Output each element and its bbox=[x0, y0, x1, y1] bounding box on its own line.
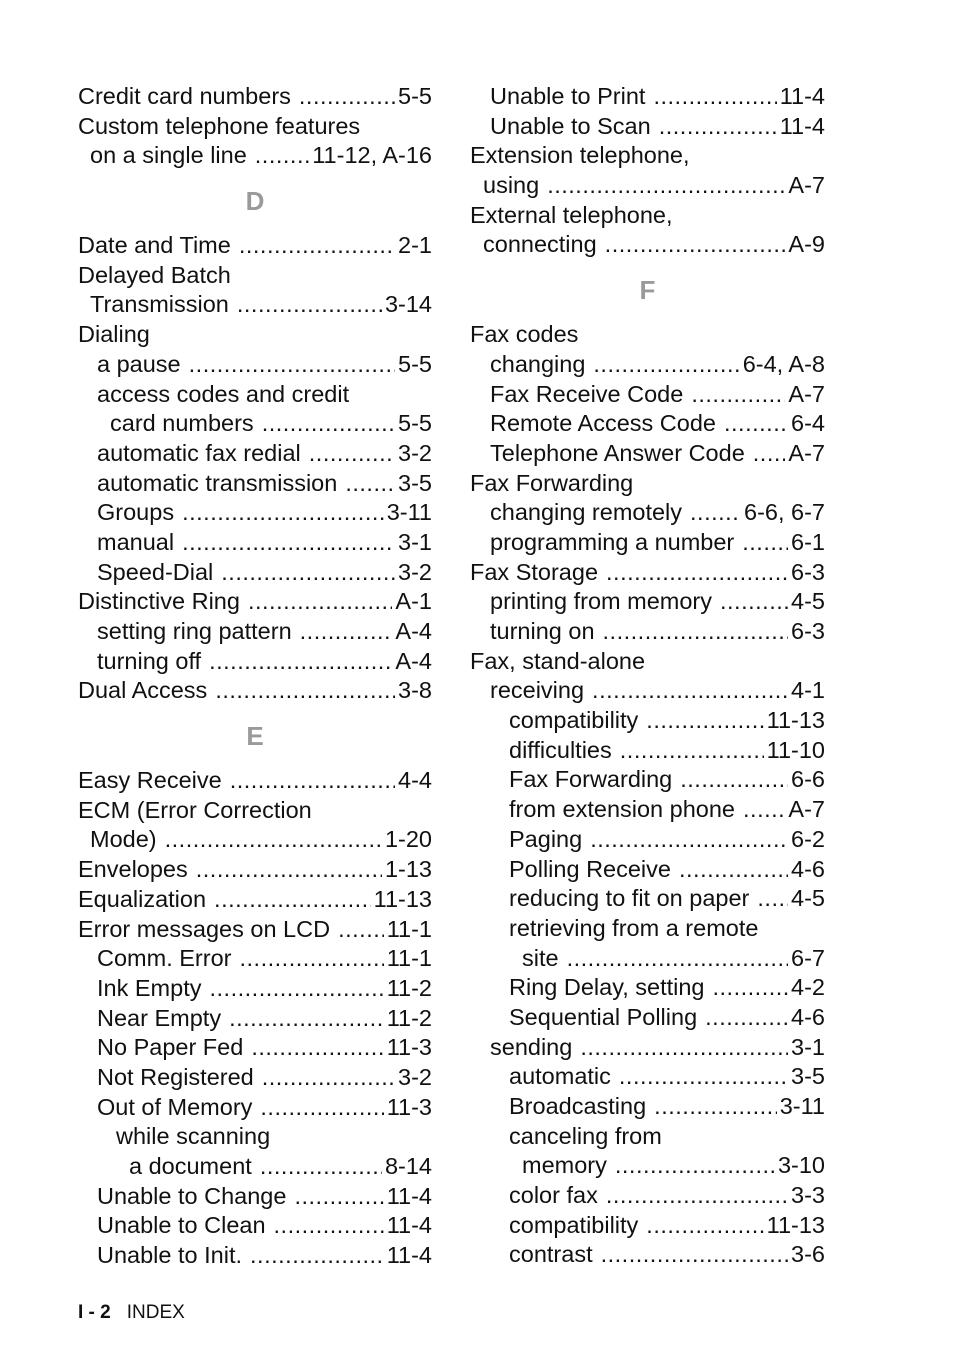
dot-leader bbox=[189, 350, 395, 380]
index-page-ref: 4-6 bbox=[791, 855, 825, 882]
section-letter-heading: D bbox=[245, 186, 265, 217]
page-footer bbox=[78, 1298, 185, 1328]
index-entry-text: turning on bbox=[490, 618, 595, 644]
index-entry bbox=[470, 498, 825, 528]
index-entry-text: changing bbox=[490, 350, 586, 377]
dot-leader bbox=[690, 498, 741, 528]
index-entry-text: card numbers bbox=[110, 410, 254, 437]
index-page-ref: 3-6 bbox=[791, 1241, 825, 1268]
index-entry bbox=[78, 1033, 432, 1063]
index-entry-text: Fax Storage bbox=[470, 558, 599, 585]
index-page-ref: 11-13 bbox=[766, 707, 825, 734]
index-entry bbox=[78, 1063, 432, 1093]
index-heading bbox=[470, 141, 825, 171]
dot-leader bbox=[606, 1181, 788, 1211]
index-heading bbox=[470, 914, 825, 944]
index-page-ref: 11-10 bbox=[766, 736, 825, 763]
index-entry bbox=[78, 915, 432, 945]
index-entry-text: Date and Time bbox=[78, 232, 231, 259]
index-page-ref: 11-4 bbox=[386, 1242, 432, 1269]
index-entry bbox=[470, 1062, 825, 1092]
dot-leader bbox=[209, 647, 392, 677]
index-page-ref: 2-1 bbox=[398, 232, 432, 259]
dot-leader bbox=[646, 706, 763, 736]
index-entry-text: Unable to Scan bbox=[490, 112, 651, 139]
dot-leader bbox=[248, 587, 392, 617]
index-entry bbox=[78, 439, 432, 469]
index-entry-text: retrieving from a remote bbox=[509, 914, 759, 941]
index-entry-text: changing remotely bbox=[490, 499, 683, 526]
index-page-ref: 11-4 bbox=[386, 1182, 432, 1209]
dot-leader bbox=[294, 1182, 383, 1212]
index-entry bbox=[78, 409, 432, 439]
index-page-ref: 11-4 bbox=[779, 112, 825, 139]
index-entry-text: canceling from bbox=[509, 1122, 662, 1149]
dot-leader bbox=[659, 112, 777, 142]
section-letter-heading: E bbox=[246, 721, 264, 752]
dot-leader bbox=[580, 1033, 788, 1063]
index-entry-text: Ink Empty bbox=[97, 974, 202, 1001]
index-entry-text: on a single line bbox=[90, 142, 247, 169]
index-entry bbox=[470, 1033, 825, 1063]
index-entry-text: Dual Access bbox=[78, 677, 208, 704]
index-page-ref: 3-11 bbox=[386, 499, 432, 526]
index-entry-text: turning off bbox=[97, 647, 202, 674]
index-page-ref: 11-1 bbox=[386, 945, 432, 972]
index-column-right bbox=[470, 82, 825, 1270]
index-page-ref: 3-5 bbox=[398, 469, 432, 496]
index-page-ref: 11-13 bbox=[373, 885, 432, 912]
footer-section-title: INDEX bbox=[126, 1302, 185, 1323]
dot-leader bbox=[182, 528, 395, 558]
index-entry bbox=[470, 676, 825, 706]
index-entry bbox=[78, 498, 432, 528]
dot-leader bbox=[679, 855, 788, 885]
index-entry-text: Extension telephone, bbox=[470, 142, 690, 169]
index-page-ref: 11-3 bbox=[386, 1093, 432, 1120]
index-page-ref: 6-2 bbox=[791, 825, 825, 852]
dot-leader bbox=[680, 765, 788, 795]
dot-leader bbox=[300, 617, 393, 647]
index-page-ref: 11-12, A-16 bbox=[312, 142, 432, 169]
index-entry-text: Broadcasting bbox=[509, 1093, 647, 1119]
index-entry-text: Distinctive Ring bbox=[78, 588, 240, 615]
index-entry-text: Near Empty bbox=[97, 1004, 222, 1031]
dot-leader bbox=[221, 558, 395, 588]
index-entry bbox=[470, 350, 825, 380]
index-entry-text: automatic bbox=[509, 1063, 611, 1090]
index-entry-text: automatic fax redial bbox=[97, 439, 301, 466]
index-entry-text: using bbox=[483, 172, 540, 199]
index-entry bbox=[78, 469, 432, 499]
dot-leader bbox=[593, 350, 739, 380]
index-page-ref: 4-6 bbox=[791, 1003, 825, 1030]
dot-leader bbox=[262, 1063, 395, 1093]
index-page-ref: A-7 bbox=[788, 172, 825, 199]
index-entry bbox=[470, 825, 825, 855]
dot-leader bbox=[165, 825, 382, 855]
dot-leader bbox=[255, 141, 309, 171]
index-entry bbox=[470, 855, 825, 885]
index-entry bbox=[470, 973, 825, 1003]
index-entry-text: Envelopes bbox=[78, 856, 188, 883]
index-page-ref: 11-4 bbox=[779, 83, 825, 109]
index-page-ref: 3-2 bbox=[398, 439, 432, 466]
index-entry bbox=[470, 82, 825, 112]
dot-leader bbox=[691, 380, 785, 410]
index-page-ref: 8-14 bbox=[384, 1153, 432, 1179]
dot-leader bbox=[251, 1033, 383, 1063]
dot-leader bbox=[260, 1093, 383, 1123]
index-entry-text: Fax codes bbox=[470, 321, 579, 348]
index-page-ref: 6-3 bbox=[791, 558, 825, 585]
index-page-ref: 1-20 bbox=[384, 826, 432, 853]
index-page-ref: 4-5 bbox=[791, 588, 825, 615]
dot-leader bbox=[338, 915, 384, 945]
index-entry-text: ECM (Error Correction bbox=[78, 796, 312, 823]
index-entry-text: Dialing bbox=[78, 321, 150, 348]
index-entry-text: contrast bbox=[509, 1241, 593, 1268]
index-entry bbox=[470, 587, 825, 617]
dot-leader bbox=[590, 825, 788, 855]
dot-leader bbox=[239, 231, 395, 261]
dot-leader bbox=[274, 1211, 384, 1241]
index-entry bbox=[78, 528, 432, 558]
dot-leader bbox=[603, 617, 789, 647]
index-entry bbox=[470, 884, 825, 914]
dot-leader bbox=[757, 884, 788, 914]
index-entry bbox=[78, 855, 432, 885]
index-entry bbox=[78, 558, 432, 588]
index-entry-text: compatibility bbox=[509, 1211, 639, 1238]
dot-leader bbox=[260, 1152, 382, 1182]
dot-leader bbox=[299, 82, 395, 112]
index-page-ref: 3-8 bbox=[398, 677, 432, 704]
index-heading bbox=[470, 320, 825, 350]
index-entry-text: color fax bbox=[509, 1182, 598, 1209]
index-entry bbox=[78, 1152, 432, 1182]
index-entry-text: receiving bbox=[490, 677, 585, 704]
index-entry-text: Unable to Print bbox=[490, 83, 646, 109]
index-page-ref: 6-1 bbox=[791, 528, 825, 555]
index-entry bbox=[470, 1240, 825, 1270]
index-entry-text: Transmission bbox=[90, 291, 229, 318]
index-page-ref: A-1 bbox=[395, 588, 432, 615]
index-entry-text: Paging bbox=[509, 825, 583, 852]
dot-leader bbox=[214, 885, 371, 915]
index-entry-text: site bbox=[522, 944, 559, 971]
index-page-ref: 11-2 bbox=[386, 1004, 432, 1031]
dot-leader bbox=[606, 558, 788, 588]
index-page-ref: 5-5 bbox=[398, 410, 432, 437]
dot-leader bbox=[182, 498, 384, 528]
dot-leader bbox=[724, 409, 788, 439]
index-entry-text: Credit card numbers bbox=[78, 83, 291, 109]
index-page-ref: 3-2 bbox=[398, 1063, 432, 1090]
index-entry-text: Remote Access Code bbox=[490, 410, 716, 437]
index-page-ref: 1-13 bbox=[384, 856, 432, 883]
section-letter-heading: F bbox=[639, 275, 656, 306]
index-entry-text: sending bbox=[490, 1033, 573, 1060]
index-entry-text: compatibility bbox=[509, 707, 639, 734]
index-entry bbox=[470, 528, 825, 558]
index-heading bbox=[470, 1122, 825, 1152]
index-page-ref: 3-11 bbox=[779, 1093, 825, 1119]
dot-leader bbox=[646, 1211, 763, 1241]
index-entry bbox=[470, 380, 825, 410]
index-entry-text: Unable to Change bbox=[97, 1182, 287, 1209]
dot-leader bbox=[229, 1004, 384, 1034]
dot-leader bbox=[753, 439, 786, 469]
index-entry-text: Groups bbox=[97, 499, 175, 526]
index-page-ref: 6-6, 6-7 bbox=[744, 499, 825, 526]
dot-leader bbox=[601, 1240, 788, 1270]
index-entry bbox=[470, 171, 825, 201]
index-entry-text: Fax, stand-alone bbox=[470, 647, 646, 674]
index-entry bbox=[470, 1211, 825, 1241]
index-entry-text: Speed-Dial bbox=[97, 558, 214, 585]
dot-leader bbox=[615, 1151, 775, 1181]
index-page-ref: 11-1 bbox=[386, 915, 432, 942]
index-entry-text: difficulties bbox=[509, 736, 612, 763]
index-page-ref: 11-13 bbox=[766, 1211, 825, 1238]
dot-leader bbox=[654, 1092, 777, 1122]
index-entry-text: Unable to Init. bbox=[97, 1242, 243, 1269]
index-page-ref: 6-3 bbox=[791, 618, 825, 644]
index-entry bbox=[470, 1151, 825, 1181]
index-entry-text: connecting bbox=[483, 231, 597, 258]
index-heading bbox=[78, 380, 432, 410]
index-page-ref: A-4 bbox=[395, 647, 432, 674]
index-entry-text: Delayed Batch bbox=[78, 261, 231, 288]
dot-leader bbox=[653, 82, 776, 112]
dot-leader bbox=[250, 1241, 384, 1271]
index-entry bbox=[78, 944, 432, 974]
index-entry bbox=[78, 676, 432, 706]
dot-leader bbox=[605, 230, 786, 260]
index-page-ref: A-9 bbox=[788, 231, 825, 258]
index-entry-text: printing from memory bbox=[490, 588, 712, 615]
index-entry bbox=[470, 617, 825, 647]
index-entry-text: Fax Forwarding bbox=[470, 469, 634, 496]
index-entry bbox=[78, 617, 432, 647]
index-entry-text: a pause bbox=[97, 350, 181, 377]
index-page-ref: 3-5 bbox=[791, 1063, 825, 1090]
index-entry-text: Not Registered bbox=[97, 1063, 254, 1090]
dot-leader bbox=[705, 1003, 788, 1033]
index-entry-text: reducing to fit on paper bbox=[509, 885, 750, 912]
index-entry-text: Fax Receive Code bbox=[490, 380, 684, 407]
index-entry bbox=[78, 290, 432, 320]
index-entry bbox=[470, 230, 825, 260]
index-entry-text: manual bbox=[97, 528, 175, 555]
index-column-left bbox=[78, 82, 432, 1271]
index-entry bbox=[78, 766, 432, 796]
index-page-ref: A-7 bbox=[788, 796, 825, 823]
index-page-ref: 3-2 bbox=[398, 558, 432, 585]
index-entry bbox=[470, 795, 825, 825]
index-entry bbox=[470, 944, 825, 974]
index-entry-text: Unable to Clean bbox=[97, 1212, 266, 1239]
index-entry bbox=[78, 141, 432, 171]
index-entry-text: No Paper Fed bbox=[97, 1034, 244, 1061]
index-entry-text: programming a number bbox=[490, 528, 735, 555]
footer-page-number: I - 2 bbox=[78, 1302, 111, 1323]
index-heading bbox=[470, 647, 825, 677]
index-entry-text: Telephone Answer Code bbox=[490, 439, 745, 466]
index-entry bbox=[78, 825, 432, 855]
dot-leader bbox=[215, 676, 395, 706]
index-page-ref: 5-5 bbox=[398, 350, 432, 377]
index-page-ref: 6-7 bbox=[791, 944, 825, 971]
dot-leader bbox=[592, 676, 788, 706]
index-entry bbox=[470, 765, 825, 795]
dot-leader bbox=[619, 1062, 788, 1092]
index-page-ref: 6-6 bbox=[791, 766, 825, 793]
index-entry bbox=[78, 350, 432, 380]
dot-leader bbox=[620, 736, 764, 766]
index-entry bbox=[78, 1241, 432, 1271]
index-heading bbox=[470, 469, 825, 499]
index-entry-text: Easy Receive bbox=[78, 767, 222, 794]
index-entry bbox=[78, 82, 432, 112]
index-entry bbox=[78, 231, 432, 261]
dot-leader bbox=[309, 439, 395, 469]
index-heading bbox=[78, 112, 432, 142]
index-entry bbox=[470, 558, 825, 588]
index-entry bbox=[78, 1211, 432, 1241]
index-entry bbox=[470, 409, 825, 439]
index-page-ref: 4-1 bbox=[791, 677, 825, 704]
index-entry-text: Ring Delay, setting bbox=[509, 974, 705, 1001]
dot-leader bbox=[239, 944, 383, 974]
index-heading bbox=[78, 1122, 432, 1152]
index-page-ref: 3-3 bbox=[791, 1182, 825, 1209]
dot-leader bbox=[345, 469, 395, 499]
index-entry-text: a document bbox=[129, 1153, 252, 1179]
index-page-ref: A-7 bbox=[788, 380, 825, 407]
index-entry-text: from extension phone bbox=[509, 796, 736, 823]
index-page-ref: 11-3 bbox=[386, 1034, 432, 1061]
index-entry-text: while scanning bbox=[116, 1123, 271, 1150]
index-entry-text: Out of Memory bbox=[97, 1093, 253, 1120]
dot-leader bbox=[713, 973, 789, 1003]
index-entry-text: memory bbox=[522, 1152, 607, 1179]
dot-leader bbox=[742, 528, 788, 558]
index-entry-text: External telephone, bbox=[470, 201, 673, 228]
dot-leader bbox=[230, 766, 395, 796]
index-entry bbox=[78, 974, 432, 1004]
dot-leader bbox=[743, 795, 785, 825]
index-entry bbox=[78, 1093, 432, 1123]
index-page-ref: 3-1 bbox=[791, 1033, 825, 1060]
index-entry-text: Mode) bbox=[90, 826, 157, 853]
index-page-ref: 6-4, A-8 bbox=[742, 350, 825, 377]
index-entry bbox=[470, 1181, 825, 1211]
index-entry bbox=[470, 112, 825, 142]
dot-leader bbox=[262, 409, 395, 439]
index-page-ref: 11-2 bbox=[386, 974, 432, 1001]
index-page-ref: 4-2 bbox=[791, 974, 825, 1001]
index-page-ref: 4-5 bbox=[791, 885, 825, 912]
index-entry-text: Comm. Error bbox=[97, 945, 232, 972]
index-heading bbox=[78, 261, 432, 291]
index-entry-text: Sequential Polling bbox=[509, 1003, 698, 1030]
index-entry bbox=[78, 1004, 432, 1034]
index-entry bbox=[78, 1182, 432, 1212]
index-heading bbox=[470, 201, 825, 231]
index-entry bbox=[470, 439, 825, 469]
index-entry-text: Custom telephone features bbox=[78, 112, 361, 139]
index-heading bbox=[78, 320, 432, 350]
index-page-ref: 3-1 bbox=[398, 528, 432, 555]
dot-leader bbox=[720, 587, 788, 617]
dot-leader bbox=[237, 290, 382, 320]
index-entry-text: Error messages on LCD bbox=[78, 915, 331, 942]
index-entry-text: setting ring pattern bbox=[97, 618, 292, 644]
index-entry-text: Polling Receive bbox=[509, 855, 671, 882]
index-page-ref: 3-10 bbox=[777, 1152, 825, 1179]
index-entry bbox=[470, 736, 825, 766]
index-page-ref: 3-14 bbox=[384, 291, 432, 318]
index-entry-text: Fax Forwarding bbox=[509, 766, 673, 793]
index-entry bbox=[470, 1092, 825, 1122]
index-page-ref: 5-5 bbox=[398, 83, 432, 109]
index-heading bbox=[78, 796, 432, 826]
index-entry bbox=[470, 706, 825, 736]
index-entry bbox=[78, 885, 432, 915]
index-entry-text: automatic transmission bbox=[97, 469, 338, 496]
index-entry bbox=[470, 1003, 825, 1033]
dot-leader bbox=[567, 944, 788, 974]
index-page-ref: A-4 bbox=[395, 618, 432, 644]
index-entry-text: access codes and credit bbox=[97, 380, 350, 407]
index-entry bbox=[78, 587, 432, 617]
index-page-ref: 6-4 bbox=[791, 410, 825, 437]
index-page-ref: 4-4 bbox=[398, 767, 432, 794]
dot-leader bbox=[196, 855, 382, 885]
index-entry bbox=[78, 647, 432, 677]
index-page-ref: 11-4 bbox=[386, 1212, 432, 1239]
dot-leader bbox=[209, 974, 383, 1004]
index-page-ref: A-7 bbox=[788, 439, 825, 466]
index-entry-text: Equalization bbox=[78, 885, 207, 912]
dot-leader bbox=[547, 171, 785, 201]
